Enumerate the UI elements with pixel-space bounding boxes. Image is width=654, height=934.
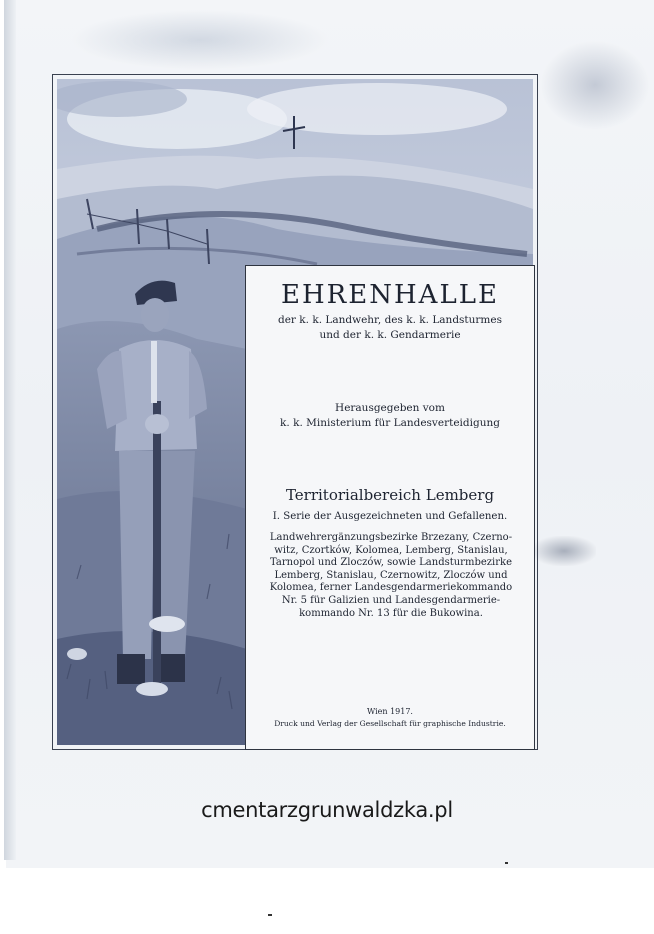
imprint-printer: Druck und Verlag der Gesellschaft für graphische Industrie. xyxy=(274,719,506,728)
title-text-panel xyxy=(245,265,535,750)
series-line: I. Serie der Ausgezeichneten und Gefallenen. xyxy=(272,511,508,522)
description-line: witz, Czortków, Kolomea, Lemberg, Stanislau, xyxy=(274,544,508,556)
paper-stain xyxy=(70,10,330,70)
description-line: Lemberg, Stanislau, Czernowitz, Zloczów und xyxy=(274,569,508,581)
description-line: Kolomea, ferner Landesgendarmeriekommando xyxy=(269,582,513,594)
scan-speck xyxy=(268,914,272,916)
description-line: Nr. 5 für Galizien und Landesgendarmerie- xyxy=(281,594,501,606)
imprint-place-year: Wien 1917. xyxy=(367,707,413,716)
scan-speck xyxy=(505,862,508,864)
publisher-line: k. k. Ministerium für Landesverteidigung xyxy=(280,417,500,429)
page-edge-shadow xyxy=(4,0,16,860)
paper-stain xyxy=(540,40,650,130)
description-line: Landwehrergänzungsbezirke Brzezany, Czerno- xyxy=(269,532,513,543)
paper-stain xyxy=(532,536,596,566)
book-title: EHRENHALLE xyxy=(281,280,499,310)
watermark-text: cmentarzgrunwaldzka.pl xyxy=(201,798,453,822)
description-line: Tarnopol und Zloczów, sowie Landsturmbezirke xyxy=(270,557,512,569)
subtitle-line: der k. k. Landwehr, des k. k. Landsturmes xyxy=(278,314,502,326)
publisher-line: Herausgegeben vom xyxy=(335,402,445,414)
description-line: kommando Nr. 13 für die Bukowina. xyxy=(299,607,483,619)
region-heading: Territorialbereich Lemberg xyxy=(285,486,495,504)
subtitle-line: und der k. k. Gendarmerie xyxy=(319,329,461,341)
district-description xyxy=(254,532,528,620)
